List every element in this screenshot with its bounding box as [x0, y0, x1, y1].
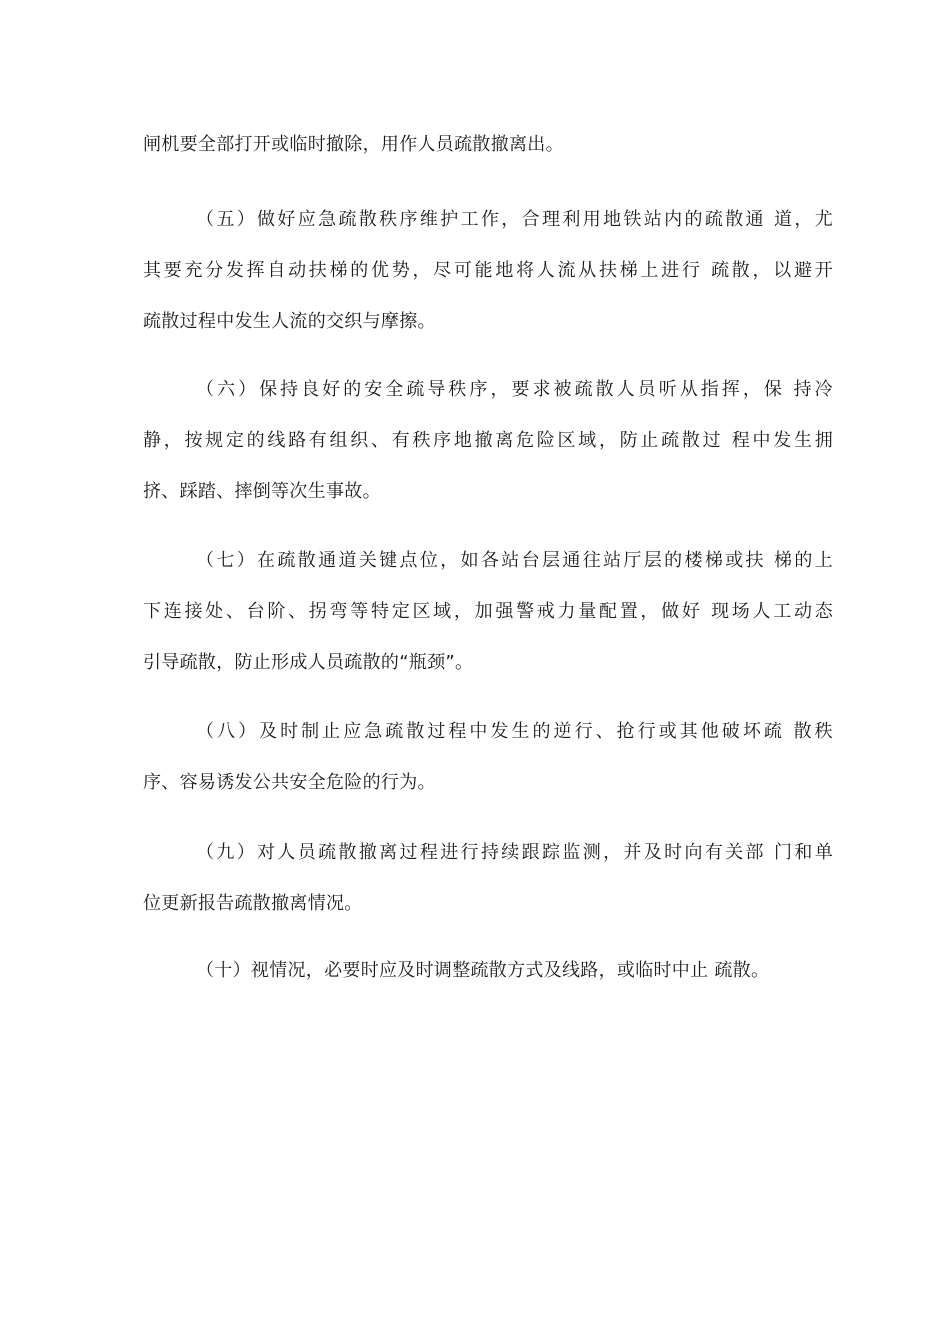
- paragraph-item-5: [143, 194, 833, 347]
- text-line: （八）及时制止应急疏散过程中发生的逆行、抢行或其他破坏疏 散秩: [196, 721, 833, 742]
- text-line: 其要充分发挥自动扶梯的优势，尽可能地将人流从扶梯上进行 疏散，以避开: [143, 260, 833, 281]
- paragraph-item-8: [143, 706, 833, 808]
- paragraph-item-9: [143, 827, 833, 929]
- text-line: （五）做好应急疏散秩序维护工作，合理利用地铁站内的疏散通 道，尤: [196, 209, 833, 230]
- text-line: （七）在疏散通道关键点位，如各站台层通往站厅层的楼梯或扶 梯的上: [196, 550, 833, 571]
- text-line: （六）保持良好的安全疏导秩序，要求被疏散人员听从指挥，保 持冷: [196, 379, 833, 400]
- paragraph-item-6: [143, 364, 833, 517]
- text-line: 闸机要全部打开或临时撤除，用作人员疏散撤离出。: [143, 134, 564, 155]
- text-line: 下连接处、台阶、拐弯等特定区域，加强警戒力量配置，做好 现场人工动态: [143, 601, 833, 622]
- paragraph-continuation: [143, 119, 833, 170]
- paragraph-item-10: [143, 945, 833, 996]
- text-line: 疏散过程中发生人流的交织与摩擦。: [143, 311, 436, 332]
- text-line: （九）对人员疏散撤离过程进行持续跟踪监测，并及时向有关部 门和单: [196, 842, 833, 863]
- text-line: 位更新报告疏散撤离情况。: [143, 893, 363, 914]
- text-line: 序、容易诱发公共安全危险的行为。: [143, 772, 436, 793]
- text-line: 引导疏散，防止形成人员疏散的“瓶颈”。: [143, 652, 474, 673]
- paragraph-item-7: [143, 535, 833, 688]
- text-line: 挤、踩踏、摔倒等次生事故。: [143, 481, 381, 502]
- text-line: （十）视情况，必要时应及时调整疏散方式及线路，或临时中止 疏散。: [196, 960, 770, 981]
- text-line: 静，按规定的线路有组织、有秩序地撤离危险区域，防止疏散过 程中发生拥: [143, 430, 833, 451]
